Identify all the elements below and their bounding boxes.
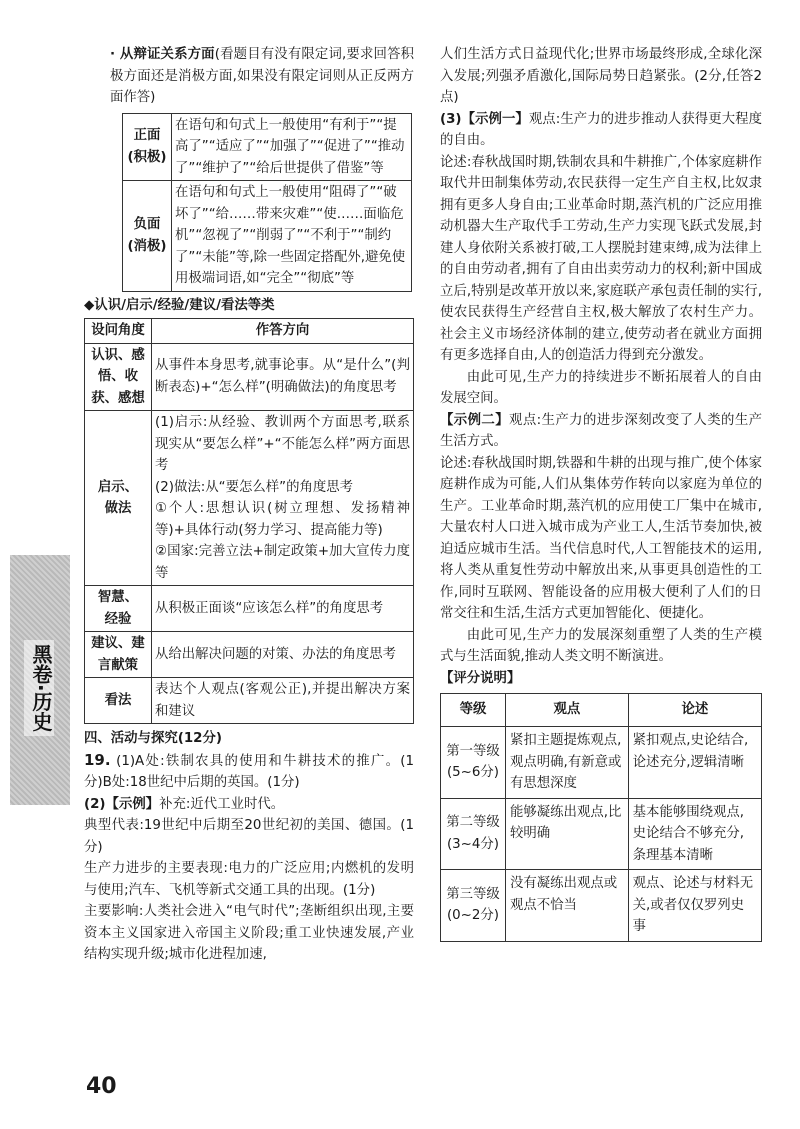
column-header: 等级 [441, 694, 506, 727]
q19-part2 [84, 794, 414, 816]
row-label: 看法 [85, 678, 152, 724]
example-two-body: 论述:春秋战国时期,铁器和牛耕的出现与推广,使个体家庭耕作成为可能,人们从集体劳作转向以家庭为单位的生产。工业革命时期,蒸汽机的应用使工厂集中在城市,大量农村人口进入城市成为产业工人,生活节奏加快,被迫适应城市生活。当代信息时代,人工智能技术的运用,将人类从重复性劳动中解放出来,从事更具创造性的工作,同时互联网、智能设备的应用极大便利了人们的日常交往和生活,生活方式更加智能化、便捷化。 [440, 455, 762, 621]
view-cell: 没有凝练出观点或观点不恰当 [506, 870, 629, 942]
row-line: 表达个人观点(客观公正),并提出解决方案和建议 [155, 682, 410, 719]
view-cell: 能够凝练出观点,比较明确 [506, 798, 629, 870]
example-one-conclusion: 由此可见,生产力的持续进步不断拓展着人的自由发展空间。 [440, 369, 762, 406]
row-line: ②国家:完善立法+制定政策+加大宣传力度等 [155, 544, 410, 581]
section-title: 四、活动与探究(12分) [84, 731, 222, 746]
example-two-view [440, 410, 762, 453]
example-tag: (3)【示例一】 [440, 111, 529, 127]
example-tag: (2)【示例】 [84, 796, 160, 812]
dialectic-note: (看题目有没有限定词,要求回答积极方面还是消极方面,如果没有限定词则从正反两方面作答) [110, 47, 415, 105]
grade-cell: 第三等级 (0~2分) [441, 870, 506, 942]
example-tag: 【示例二】 [440, 412, 510, 428]
row-line: ①个人:思想认识(树立理想、发扬精神等)+具体行动(努力学习、提高能力等) [155, 501, 410, 538]
row-label: 智慧、 经验 [85, 586, 152, 632]
q19-impact: 主要影响:人类社会进入“电气时代”;垄断组织出现,主要资本主义国家进入帝国主义阶段;重工业快速发展,产业结构实现升级;城市化进程加速, [84, 904, 414, 962]
scoring-title: 【评分说明】 [440, 670, 521, 686]
question-number: 19. [84, 750, 111, 769]
table-header-row [85, 319, 414, 344]
table-row [441, 727, 762, 799]
table-row [85, 632, 414, 678]
table-row [85, 411, 414, 586]
table-header-row [441, 694, 762, 727]
table-row [123, 181, 412, 292]
row-label: 建议、建 言献策 [85, 632, 152, 678]
row-text [152, 678, 414, 724]
grade-cell: 第二等级 (3~4分) [441, 798, 506, 870]
example-two-conclusion: 由此可见,生产力的发展深刻重塑了人类的生产模式与生活面貌,推动人类文明不断演进。 [440, 627, 762, 664]
row-line: (2)做法:从“要怎么样”的角度思考 [155, 479, 354, 495]
row-label: 认识、感 悟、收 获、感想 [85, 343, 152, 411]
dialectic-section [84, 44, 414, 109]
row-text [152, 411, 414, 586]
row-line: (1)启示:从经验、教训两个方面思考,联系现实从“要怎么样”+“不能怎么样”两方面思考 [155, 415, 410, 473]
table-row [441, 870, 762, 942]
column-header: 论述 [628, 694, 761, 727]
table-row [123, 113, 412, 181]
argument-cell: 观点、论述与材料无关,或者仅仅罗列史事 [628, 870, 761, 942]
sidebar-label: 黑卷·历史 [24, 640, 54, 736]
column-header: 作答方向 [152, 319, 414, 344]
grade-cell: 第一等级 (5~6分) [441, 727, 506, 799]
q19-part1-text: (1)A处:铁制农具的使用和牛耕技术的推广。(1分)B处:18世纪中后期的英国。(1分) [84, 753, 414, 790]
row-line: 从积极正面谈“应该怎么样”的角度思考 [155, 600, 384, 616]
argument-cell: 紧扣观点,史论结合,论述充分,逻辑清晰 [628, 727, 761, 799]
q19-representative: 典型代表:19世纪中后期至20世纪初的美国、德国。(1分) [84, 818, 414, 855]
dialectic-label: · 从辩证关系方面 [110, 47, 215, 62]
row-label: 启示、 做法 [85, 411, 152, 586]
section-title: ◆认识/启示/经验/建议/看法等类 [84, 297, 275, 313]
argument-cell: 基本能够围绕观点,史论结合不够充分,条理基本清晰 [628, 798, 761, 870]
table-row [85, 586, 414, 632]
table-row [85, 343, 414, 411]
view-cell: 紧扣主题提炼观点,观点明确,有新意或有思想深度 [506, 727, 629, 799]
right-column [440, 44, 762, 942]
row-text: 在语句和句式上一般使用“有利于”“提高了”“适应了”“加强了”“促进了”“推动了”“维护了”“给后世提供了借鉴”等 [172, 113, 412, 181]
table-row [85, 678, 414, 724]
positive-negative-table [122, 113, 412, 292]
question-angle-table [84, 318, 414, 724]
row-text: 在语句和句式上一般使用“阻碍了”“破坏了”“给……带来灾难”“使……面临危机”“忽视了”“削弱了”“不利于”“制约了”“未能”等,除一些固定搭配外,避免使用极端词语,如“完全”“彻底”等 [172, 181, 412, 292]
column-header: 设问角度 [85, 319, 152, 344]
row-line: 从给出解决问题的对策、办法的角度思考 [155, 646, 397, 662]
row-label: 正面 (积极) [123, 113, 172, 181]
table-row [441, 798, 762, 870]
example-one-body: 论述:春秋战国时期,铁制农具和牛耕推广,个体家庭耕作取代井田制集体劳动,农民获得一定生产自主权,比奴隶拥有更多人身自由;工业革命时期,蒸汽机的广泛应用推动机器大生产取代手工劳动,生产力实现飞跃式发展,封建人身依附关系被打破,工人摆脱封建束缚,成为法律上的自由劳动者,拥有了自由出卖劳动力的权利;新中国成立后,特别是改革开放以来,家庭联产承包责任制的实行,使农民获得生产经营自主权,极大解放了农村生产力。社会主义市场经济体制的建立,使劳动者在就业方面拥有更多选择自由,人的创造活力得到充分激发。 [440, 154, 762, 363]
row-label: 负面 (消极) [123, 181, 172, 292]
row-text [152, 586, 414, 632]
q19-part2-text: 补充:近代工业时代。 [159, 796, 285, 812]
row-text [152, 632, 414, 678]
row-line: 从事件本身思考,就事论事。从“是什么”(判断表态)+“怎么样”(明确做法)的角度思考 [155, 358, 410, 395]
column-header: 观点 [506, 694, 629, 727]
q19-manifestation: 生产力进步的主要表现:电力的广泛应用;内燃机的发明与使用;汽车、飞机等新式交通工具的出现。(1分) [84, 861, 414, 898]
q19-impact-continued: 人们生活方式日益现代化;世界市场最终形成,全球化深入发展;列强矛盾激化,国际局势日趋紧张。(2分,任答2点) [440, 47, 762, 105]
example-one-view [440, 109, 762, 152]
q19-part1 [84, 750, 414, 794]
example-view-text: 观点:生产力的进步推动人获得更大程度的自由。 [440, 111, 762, 148]
row-text [152, 343, 414, 411]
example-view-text: 观点:生产力的进步深刻改变了人类的生产生活方式。 [440, 412, 763, 449]
page-number: 40 [86, 1074, 117, 1099]
left-column [84, 44, 414, 966]
scoring-table [440, 693, 762, 942]
